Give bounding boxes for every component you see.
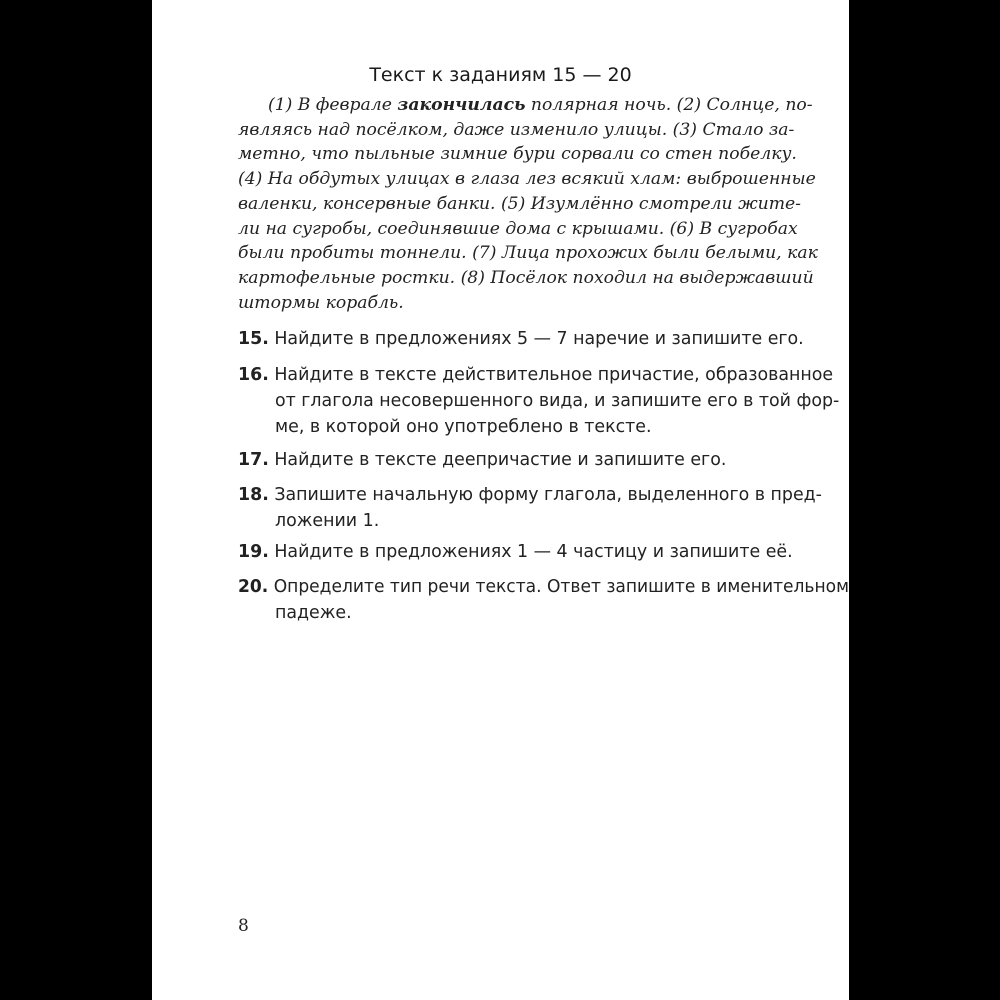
task-19	[238, 539, 793, 565]
passage-line: штормы корабль.	[238, 292, 404, 313]
task-text: от глагола несовершенного вида, и запишите его в той фор-	[275, 391, 840, 411]
passage-line: были пробиты тоннели. (7) Лица прохожих были белыми, как	[238, 243, 818, 264]
task-number: 18.	[238, 485, 269, 505]
task-number: 20.	[238, 577, 269, 597]
passage-line: являясь над посёлком, даже изменило улицы. (3) Стало за-	[238, 119, 795, 140]
task-text: Найдите в предложениях 1 — 4 частицу и запишите её.	[274, 542, 793, 562]
task-text: Найдите в тексте действительное причастие, образованное	[274, 365, 834, 385]
task-18	[238, 482, 822, 534]
passage-line: валенки, консервные банки. (5) Изумлённо смотрели жите-	[238, 193, 801, 214]
task-number: 16.	[238, 365, 269, 385]
reading-passage	[238, 93, 818, 315]
passage-line: метно, что пыльные зимние бури сорвали со стен побелку.	[238, 144, 797, 165]
page-number: 8	[238, 916, 249, 936]
task-text: Найдите в тексте деепричастие и запишите его.	[274, 450, 727, 470]
passage-line: (1) В феврале закончилась полярная ночь. (2) Солнце, по-	[268, 95, 813, 115]
task-text: Запишите начальную форму глагола, выделенного в пред-	[274, 485, 822, 505]
passage-line: картофельные ростки. (8) Посёлок походил на выдержавший	[238, 267, 814, 288]
section-heading: Текст к заданиям 15 — 20	[369, 64, 632, 86]
task-text: Определите тип речи текста. Ответ запишите в именительном	[273, 577, 849, 597]
passage-line: ли на сугробы, соединявшие дома с крышами. (6) В сугробах	[238, 218, 798, 239]
passage-line: (4) На обдутых улицах в глаза лез всякий хлам: выброшенные	[238, 169, 816, 190]
task-number: 19.	[238, 542, 269, 562]
task-17	[238, 447, 726, 473]
book-page	[152, 0, 849, 1000]
task-text: Найдите в предложениях 5 — 7 наречие и запишите его.	[274, 329, 804, 349]
task-text: ме, в которой оно употреблено в тексте.	[275, 417, 652, 437]
task-number: 15.	[238, 329, 269, 349]
task-16	[238, 362, 839, 440]
task-15	[238, 326, 804, 352]
task-text: ложении 1.	[275, 511, 380, 531]
highlighted-verb: закончилась	[397, 95, 526, 115]
task-number: 17.	[238, 450, 269, 470]
task-20	[238, 574, 849, 626]
task-text: падеже.	[275, 603, 352, 623]
